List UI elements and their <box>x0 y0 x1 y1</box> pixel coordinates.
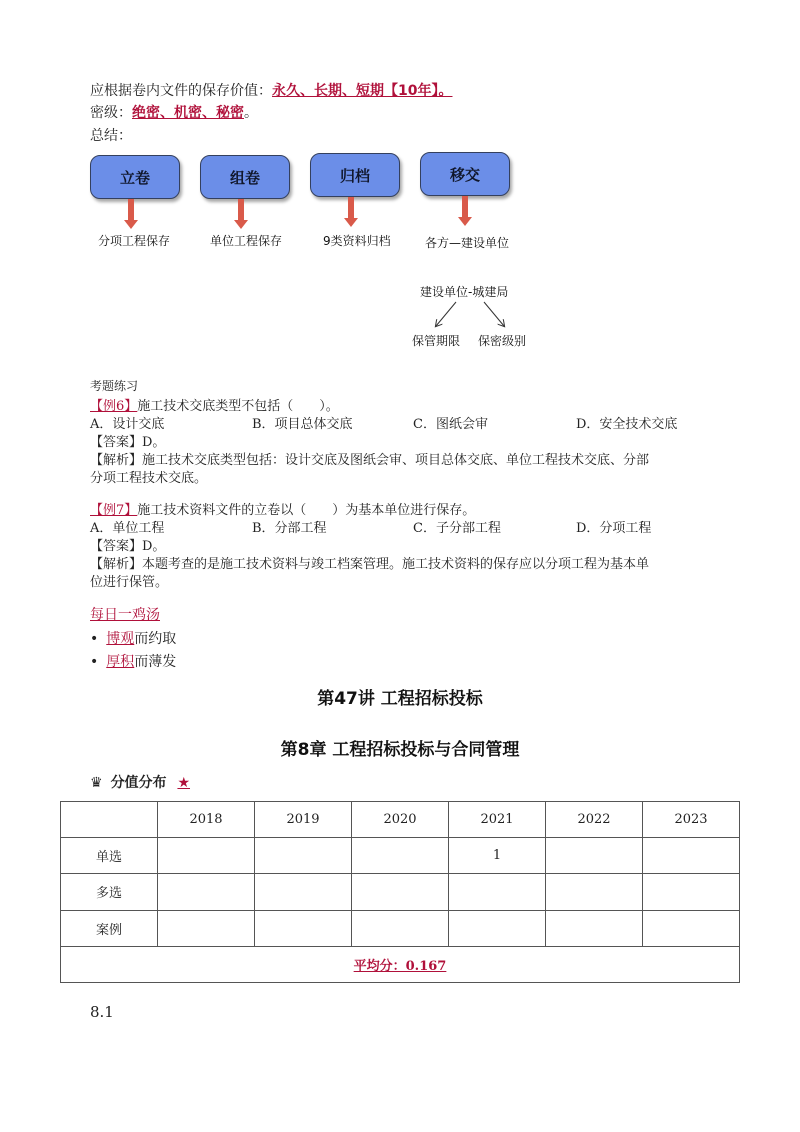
flow-box-guidang: 归档 <box>310 153 400 197</box>
example-6-option-b: B．项目总体交底 <box>252 417 353 432</box>
daily-item-1: • 博观而约取 <box>90 631 177 647</box>
secret-line: 密级：绝密、机密、秘密。 <box>90 105 258 121</box>
average-row <box>61 946 740 982</box>
crown-icon: ♛ <box>90 775 103 791</box>
chapter-title: 第8章 工程招标投标与合同管理 <box>280 740 520 760</box>
row-label: 单选 <box>61 838 158 874</box>
table-row <box>61 910 740 946</box>
year-header: 2020 <box>352 802 449 838</box>
flow-branch-2: 保密级别 <box>478 334 527 348</box>
flow-arrow-3 <box>348 197 354 219</box>
table-row <box>61 874 740 910</box>
flow-sub-node: 建设单位-城建局 <box>420 285 509 299</box>
daily-title: 每日一鸡汤 <box>90 607 160 623</box>
year-header: 2021 <box>449 802 546 838</box>
example-7-option-a: A．单位工程 <box>90 521 165 536</box>
bullet-icon: • <box>90 631 99 647</box>
example-7-tag: 【例7】 <box>90 503 138 518</box>
flow-label-2: 单位工程保存 <box>210 234 283 248</box>
example-7-option-c: C．子分部工程 <box>413 521 501 536</box>
example-7-analysis-2: 位进行保管。 <box>90 575 169 590</box>
value-line: 应根据卷内文件的保存价值：永久、长期、短期【10年】。 <box>90 83 453 99</box>
flow-arrow-2 <box>238 199 244 221</box>
example-6-option-c: C．图纸会审 <box>413 417 488 432</box>
flow-box-yijiao: 移交 <box>420 152 510 196</box>
bullet-icon: • <box>90 654 99 670</box>
secret-text: 绝密、机密、秘密 <box>132 105 244 121</box>
flow-branch-lines <box>400 298 540 332</box>
year-header: 2022 <box>546 802 643 838</box>
example-6-option-a: A．设计交底 <box>90 417 165 432</box>
flow-branch-1: 保管期限 <box>412 334 461 348</box>
flow-label-3: 9类资料归档 <box>323 234 391 248</box>
table-header-row <box>61 802 740 838</box>
example-6-analysis-2: 分项工程技术交底。 <box>90 471 208 486</box>
example-6-option-d: D．安全技术交底 <box>576 417 678 432</box>
row-label: 多选 <box>61 874 158 910</box>
lecture-title: 第47讲 工程招标投标 <box>317 689 483 709</box>
exercise-header: 考题练习 <box>90 379 139 393</box>
example-7-option-b: B．分部工程 <box>252 521 327 536</box>
example-6-answer: 【答案】D。 <box>90 435 166 450</box>
score-table <box>60 801 740 983</box>
value-text: 永久、长期、短期【10年】。 <box>272 83 453 99</box>
example-6-analysis-1: 【解析】施工技术交底类型包括：设计交底及图纸会审、项目总体交底、单位工程技术交底、分部 <box>90 453 650 468</box>
flow-arrow-1 <box>128 199 134 221</box>
example-6-tag: 【例6】 <box>90 399 138 414</box>
score-heading: ♛ 分值分布 ★ <box>90 775 190 791</box>
row-label: 案例 <box>61 910 158 946</box>
summary-label: 总结： <box>90 128 132 144</box>
flow-box-zujuan: 组卷 <box>200 155 290 199</box>
star-icon: ★ <box>177 775 190 791</box>
flow-label-1: 分项工程保存 <box>98 234 171 248</box>
table-row: 单选 1 <box>61 838 740 874</box>
flow-arrow-4 <box>462 196 468 218</box>
example-7-analysis-1: 【解析】本题考查的是施工技术资料与竣工档案管理。施工技术资料的保存应以分项工程为基本单 <box>90 557 650 572</box>
section-number: 8.1 <box>90 1003 114 1021</box>
example-7-option-d: D．分项工程 <box>576 521 652 536</box>
daily-item-2: • 厚积而薄发 <box>90 654 177 670</box>
year-header: 2023 <box>643 802 740 838</box>
flow-box-lijuan: 立卷 <box>90 155 180 199</box>
example-7-answer: 【答案】D。 <box>90 539 166 554</box>
example-7-question: 【例7】施工技术资料文件的立卷以（ ）为基本单位进行保存。 <box>90 503 476 518</box>
flow-label-4: 各方—建设单位 <box>425 236 510 250</box>
year-header: 2018 <box>158 802 255 838</box>
average-score: 平均分：0.167 <box>353 958 447 974</box>
example-6-question: 【例6】施工技术交底类型不包括（ ）。 <box>90 399 339 414</box>
year-header: 2019 <box>255 802 352 838</box>
